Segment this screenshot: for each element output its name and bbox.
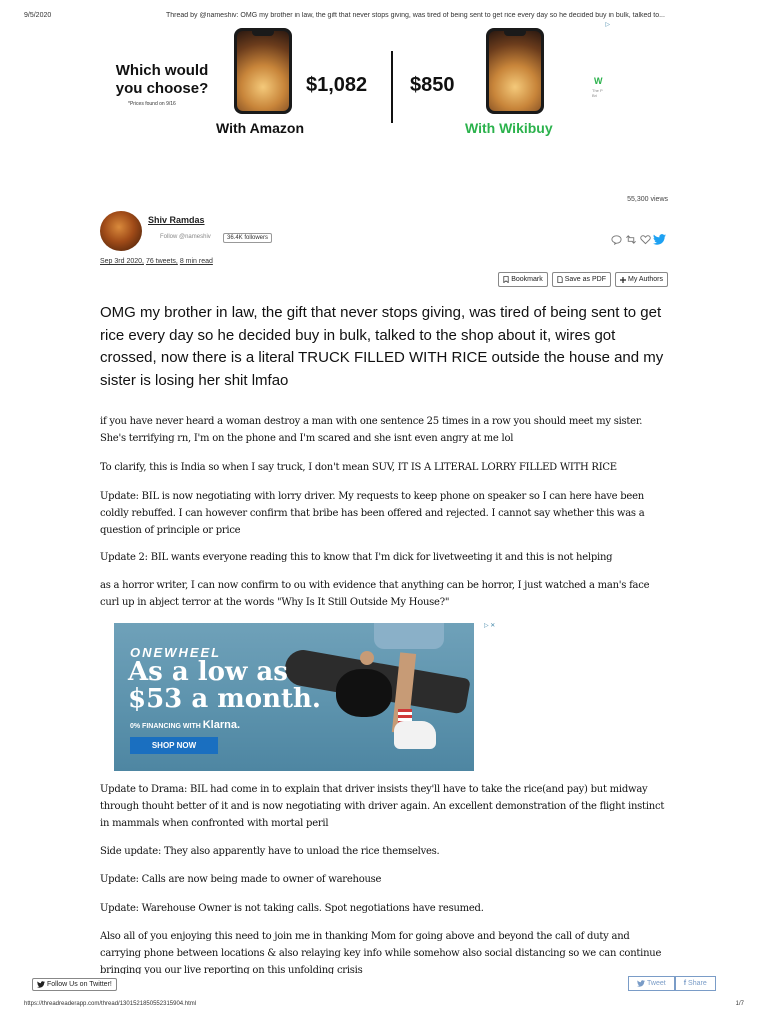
shop-now-button[interactable]: SHOP NOW <box>130 737 218 754</box>
ad-financing-text: 0% FINANCING WITH <box>130 723 201 730</box>
ad-divider <box>391 51 393 123</box>
ad-photo-shorts <box>374 623 444 649</box>
ad-price-note: *Prices found on 9/16 <box>128 101 176 107</box>
phone-image-right <box>486 28 544 114</box>
tweet-share-label: Tweet <box>647 980 666 987</box>
my-authors-label: My Authors <box>627 276 663 283</box>
bookmark-button[interactable] <box>498 272 548 287</box>
tweet-text: Side update: They also apparently have to unload the rice themselves. <box>100 846 440 857</box>
tweet-text: Update 2: BIL wants everyone reading this to know that I'm dick for livetweeting it and this is not helping <box>100 552 613 563</box>
twitter-bird-icon[interactable] <box>653 234 666 245</box>
phone-image-left <box>234 28 292 114</box>
ad-price-right: $850 <box>410 74 455 96</box>
print-footer-url: https://threadreaderapp.com/thread/1301521850552315904.html <box>24 1001 197 1007</box>
onewheel-logo: ONEWHEEL <box>130 645 222 660</box>
tweet-share-button[interactable] <box>628 976 675 991</box>
tweet-text: Update to Drama: BIL had come in to explain that driver insists they'll have to take the rice(and pay) but midway through thouht better of it and is now negotiating with driver again. An excellent demonstration of the flight instinct in mammals when confronted with mortal peril <box>100 784 665 829</box>
save-pdf-label: Save as PDF <box>564 276 606 283</box>
tweet-text: Also all of you enjoying this need to join me in thanking Mom for going above and beyond the call of duty and carrying phone between locations & also relaying key info while somehow also social distancing so we can continue bringing you our live reporting on this unfolding crisis <box>100 931 662 974</box>
print-title: Thread by @nameshiv: OMG my brother in law, the gift that never stops giving, was tired of being sent to get rice every day so he decided buy in bulk, talked to... <box>166 12 665 19</box>
author-name[interactable]: Shiv Ramdas <box>148 215 205 225</box>
avatar[interactable] <box>100 211 142 251</box>
share-bar <box>628 976 716 991</box>
bookmark-label: Bookmark <box>511 276 543 283</box>
tweet-text: Update: BIL is now negotiating with lorry driver. My requests to keep phone on speaker so I can here have been coldly rebuffed. I can however confirm that bribe has been offered and rejected. I cannot say whether this was a question of principle or price <box>100 491 645 536</box>
adchoices-icon[interactable]: ▷ <box>605 22 610 28</box>
my-authors-button[interactable] <box>615 272 668 287</box>
onewheel-advertisement[interactable] <box>114 623 474 771</box>
wikibuy-logo: W <box>594 76 603 86</box>
thread-tweet-count[interactable]: 76 tweets, <box>145 258 178 265</box>
ad-price-left: $1,082 <box>306 74 368 96</box>
follow-link[interactable]: Follow @nameshiv <box>160 234 211 240</box>
like-icon[interactable] <box>640 234 651 245</box>
tweet-text: Update: Calls are now being made to owner of warehouse <box>100 874 382 885</box>
twitter-bird-icon <box>637 980 645 987</box>
follow-us-twitter-button[interactable] <box>32 978 117 991</box>
twitter-bird-icon <box>37 981 45 988</box>
ad-question: Which would you choose? <box>115 62 209 97</box>
reply-icon[interactable] <box>611 234 622 245</box>
retweet-icon[interactable] <box>624 234 638 245</box>
view-count: 55,300 views <box>627 196 668 203</box>
ad-financing <box>130 719 240 731</box>
klarna-logo: Klarna. <box>202 719 241 731</box>
followers-badge: 36.4K followers <box>223 233 272 243</box>
facebook-share-button[interactable] <box>675 976 716 991</box>
ad-tiny-text: The P Bri <box>592 88 603 98</box>
print-header <box>24 12 750 24</box>
print-page-number: 1/7 <box>735 1001 744 1007</box>
adchoices-close-icon[interactable]: ▷ ✕ <box>484 623 496 629</box>
follow-us-label: Follow Us on Twitter! <box>47 981 112 988</box>
ad-photo-hand <box>360 651 374 665</box>
document-icon <box>557 276 563 283</box>
bookmark-icon <box>503 276 509 283</box>
tweet-actions <box>611 234 666 245</box>
tweet-text: To clarify, this is India so when I say truck, I don't mean SUV, IT IS A LITERAL LORRY FILLED WITH RICE <box>100 462 617 473</box>
ad-photo-shoe <box>394 721 436 749</box>
facebook-icon: f <box>683 980 687 987</box>
ad-with-right: With Wikibuy <box>465 120 553 136</box>
tweet-text: Update: Warehouse Owner is not taking calls. Spot negotiations have resumed. <box>100 903 484 914</box>
plus-icon <box>620 277 626 283</box>
save-pdf-button[interactable] <box>552 272 611 287</box>
print-date: 9/5/2020 <box>24 12 52 19</box>
ad-headline-line2: $53 a month. <box>128 684 321 714</box>
thread-date[interactable]: Sep 3rd 2020, <box>100 258 144 265</box>
tweet-text: if you have never heard a woman destroy a man with one sentence 25 times in a row you should meet my sister. She's terrifying rn, I'm on the phone and I'm scared and she isnt even angry at me lol <box>100 416 643 444</box>
thread-meta <box>100 258 213 265</box>
advertisement-banner[interactable] <box>108 24 608 148</box>
thread-read-time: 8 min read <box>179 258 213 265</box>
thread-toolbar <box>498 272 668 287</box>
tweet-list-continued <box>100 781 665 974</box>
tweet-text: as a horror writer, I can now confirm to ou with evidence that anything can be horror, I just watched a man's face curl up in abject terror at the words "Why Is It Still Outside My House?" <box>100 580 650 608</box>
ad-photo-wheel <box>336 669 392 717</box>
ad-headline-line1: As a low as <box>128 657 288 687</box>
thread-headline: OMG my brother in law, the gift that never stops giving, was tired of being sent to get rice every day so he decided buy in bulk, talked to the shop about it, wires got crossed, now there is a literal TRUCK FILLED WITH RICE outside the house and my sister is losing her shit lmfao <box>100 304 664 389</box>
facebook-share-label: Share <box>688 980 707 987</box>
ad-with-left: With Amazon <box>216 120 305 136</box>
